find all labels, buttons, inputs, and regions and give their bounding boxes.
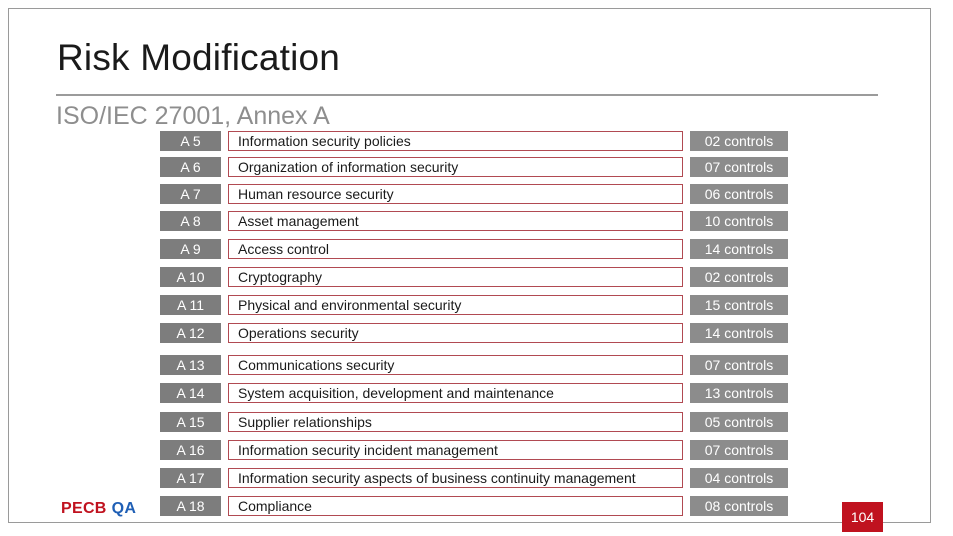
annex-name: Access control bbox=[228, 239, 683, 259]
annex-name: Compliance bbox=[228, 496, 683, 516]
annex-controls-count: 02 controls bbox=[690, 131, 788, 151]
annex-name: Organization of information security bbox=[228, 157, 683, 177]
annex-code: A 9 bbox=[160, 239, 221, 259]
annex-code: A 13 bbox=[160, 355, 221, 375]
annex-name: Information security aspects of business continuity management bbox=[228, 468, 683, 488]
annex-controls-count: 06 controls bbox=[690, 184, 788, 204]
annex-code: A 12 bbox=[160, 323, 221, 343]
annex-controls-count: 13 controls bbox=[690, 383, 788, 403]
annex-code: A 15 bbox=[160, 412, 221, 432]
annex-controls-count: 14 controls bbox=[690, 239, 788, 259]
annex-code: A 18 bbox=[160, 496, 221, 516]
annex-controls-count: 04 controls bbox=[690, 468, 788, 488]
annex-code: A 17 bbox=[160, 468, 221, 488]
annex-code: A 5 bbox=[160, 131, 221, 151]
annex-name: Human resource security bbox=[228, 184, 683, 204]
annex-name: Communications security bbox=[228, 355, 683, 375]
annex-name: Information security policies bbox=[228, 131, 683, 151]
annex-code: A 16 bbox=[160, 440, 221, 460]
annex-controls-count: 10 controls bbox=[690, 211, 788, 231]
page-number: 104 bbox=[842, 502, 883, 532]
annex-name: System acquisition, development and maintenance bbox=[228, 383, 683, 403]
slide-subtitle: ISO/IEC 27001, Annex A bbox=[56, 102, 330, 130]
annex-name: Cryptography bbox=[228, 267, 683, 287]
annex-code: A 6 bbox=[160, 157, 221, 177]
annex-code: A 8 bbox=[160, 211, 221, 231]
slide-title: Risk Modification bbox=[57, 37, 341, 78]
annex-controls-count: 07 controls bbox=[690, 157, 788, 177]
annex-controls-count: 05 controls bbox=[690, 412, 788, 432]
logo-secondary-text: QA bbox=[111, 500, 137, 517]
annex-controls-count: 02 controls bbox=[690, 267, 788, 287]
annex-code: A 7 bbox=[160, 184, 221, 204]
logo-primary-text: PECB bbox=[61, 500, 107, 517]
annex-name: Supplier relationships bbox=[228, 412, 683, 432]
annex-name: Operations security bbox=[228, 323, 683, 343]
annex-code: A 14 bbox=[160, 383, 221, 403]
annex-code: A 11 bbox=[160, 295, 221, 315]
annex-controls-count: 08 controls bbox=[690, 496, 788, 516]
annex-name: Information security incident management bbox=[228, 440, 683, 460]
annex-name: Physical and environmental security bbox=[228, 295, 683, 315]
annex-controls-count: 07 controls bbox=[690, 440, 788, 460]
annex-controls-count: 14 controls bbox=[690, 323, 788, 343]
annex-controls-count: 07 controls bbox=[690, 355, 788, 375]
annex-name: Asset management bbox=[228, 211, 683, 231]
annex-code: A 10 bbox=[160, 267, 221, 287]
annex-controls-count: 15 controls bbox=[690, 295, 788, 315]
